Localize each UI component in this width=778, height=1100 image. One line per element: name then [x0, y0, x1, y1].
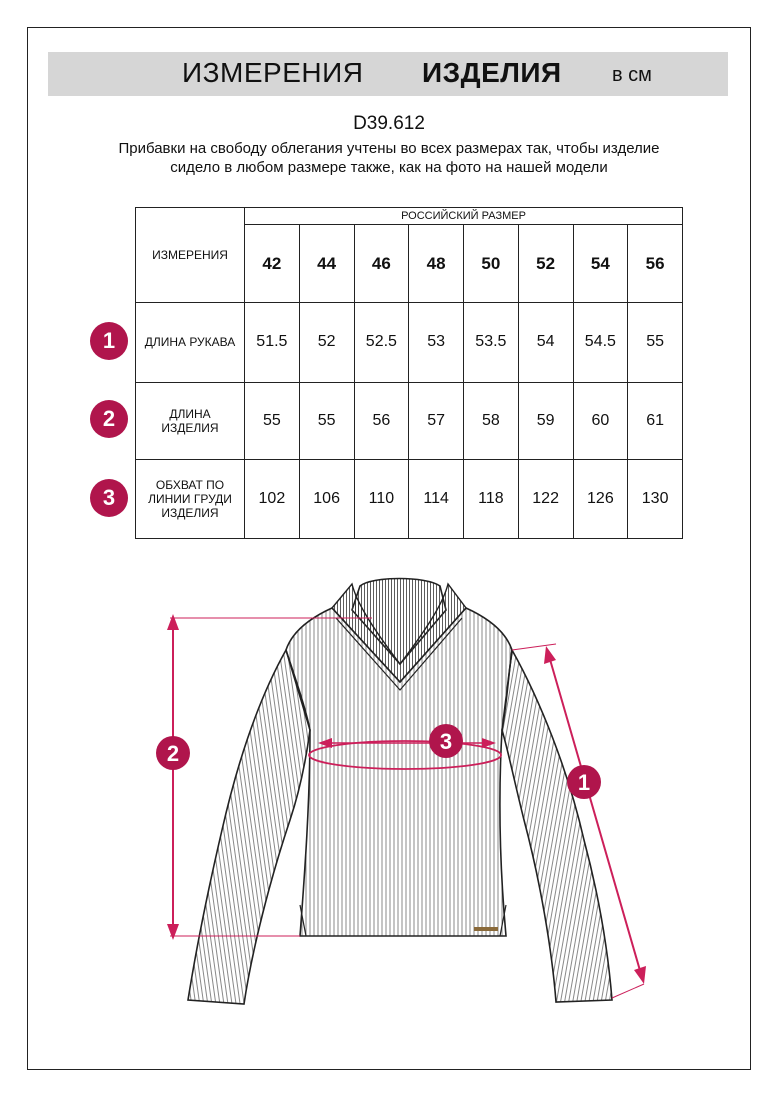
- table-cell: 106: [299, 459, 354, 538]
- size-header: 54: [573, 225, 628, 303]
- row-label: ДЛИНА РУКАВА: [136, 303, 245, 382]
- size-header: 48: [409, 225, 464, 303]
- table-cell: 55: [245, 382, 300, 459]
- row-badge-3: 3: [90, 479, 128, 517]
- table-cell: 56: [354, 382, 409, 459]
- svg-text:3: 3: [439, 729, 453, 754]
- table-cell: 53: [409, 303, 464, 382]
- diagram-marker-3: [429, 724, 463, 758]
- table-cell: 61: [628, 382, 683, 459]
- table-cell: 102: [245, 459, 300, 538]
- size-header: 50: [464, 225, 519, 303]
- table-cell: 114: [409, 459, 464, 538]
- title-units: в см: [612, 64, 652, 86]
- table-cell: 55: [299, 382, 354, 459]
- table-cell: 118: [464, 459, 519, 538]
- table-cell: 59: [518, 382, 573, 459]
- size-header: 42: [245, 225, 300, 303]
- table-cell: 52: [299, 303, 354, 382]
- table-cell: 52.5: [354, 303, 409, 382]
- size-group-label: РОССИЙСКИЙ РАЗМЕР: [245, 208, 683, 225]
- row-badge-1: 1: [90, 322, 128, 360]
- table-cell: 55: [628, 303, 683, 382]
- table-cell: 122: [518, 459, 573, 538]
- size-header: 46: [354, 225, 409, 303]
- table-cell: 110: [354, 459, 409, 538]
- size-header: 56: [628, 225, 683, 303]
- diagram-marker-2: [156, 736, 190, 770]
- row-label-text: ДЛИНА ИЗДЕЛИЯ: [161, 406, 219, 435]
- right-sleeve: [502, 650, 612, 1002]
- size-header: 52: [518, 225, 573, 303]
- brand-label-tag: [474, 927, 498, 931]
- title-garment: ИЗДЕЛИЯ: [422, 57, 562, 88]
- fit-note: Прибавки на свободу облегания учтены во всех размерах так, чтобы изделие сидело в любом размере также, как на фото на нашей модели: [118, 140, 660, 176]
- table-cell: 60: [573, 382, 628, 459]
- table-cell: 53.5: [464, 303, 519, 382]
- table-cell: 54: [518, 303, 573, 382]
- size-header: 44: [299, 225, 354, 303]
- table-cell: 130: [628, 459, 683, 538]
- product-code: D39.612: [353, 113, 425, 134]
- left-sleeve: [188, 650, 310, 1004]
- table-cell: 54.5: [573, 303, 628, 382]
- diagram-marker-1: [567, 765, 601, 799]
- corner-label: ИЗМЕРЕНИЯ: [136, 208, 245, 303]
- table-cell: 51.5: [245, 303, 300, 382]
- svg-text:1: 1: [577, 770, 591, 795]
- table-cell: 57: [409, 382, 464, 459]
- row-label-text: ОБХВАТ ПО ЛИНИИ ГРУДИ ИЗДЕЛИЯ: [148, 477, 232, 520]
- table-cell: 126: [573, 459, 628, 538]
- title-measurements: ИЗМЕРЕНИЯ: [182, 57, 364, 88]
- row-badge-2: 2: [90, 400, 128, 438]
- table-cell: 58: [464, 382, 519, 459]
- svg-text:2: 2: [166, 741, 180, 766]
